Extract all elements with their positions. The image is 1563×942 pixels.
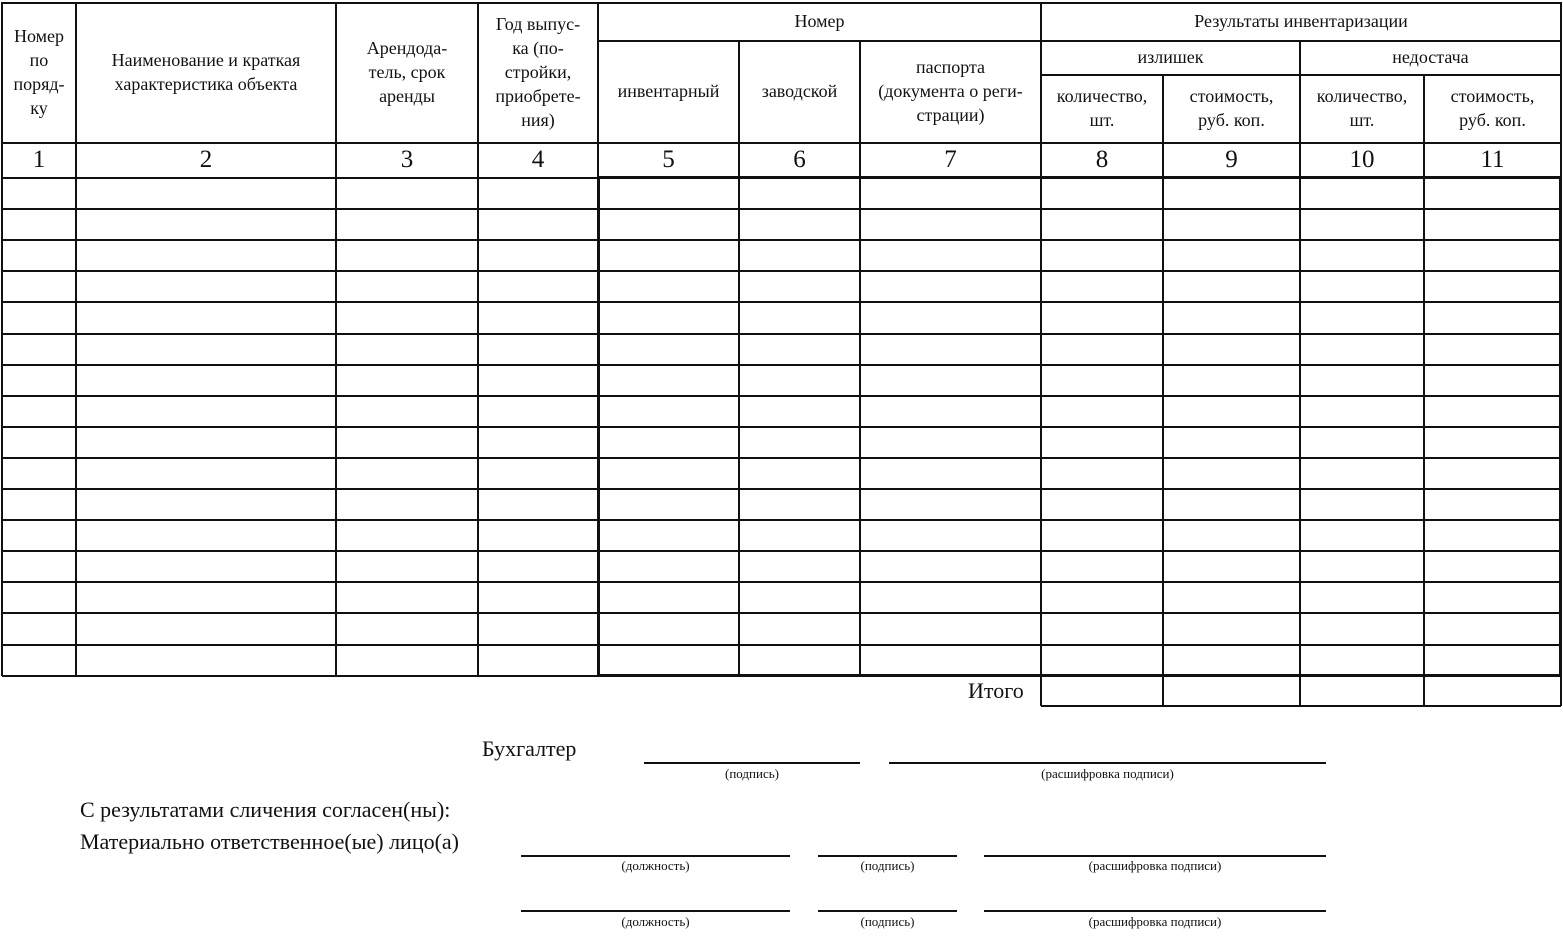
- table-cell[interactable]: [2, 302, 76, 333]
- accountant-decode-caption: (расшифровка подписи): [1041, 766, 1174, 781]
- header-surplus: излишек: [1137, 47, 1204, 67]
- table-cell[interactable]: [478, 178, 598, 209]
- table-cell[interactable]: [76, 551, 336, 582]
- table-cell[interactable]: [76, 240, 336, 271]
- table-cell[interactable]: [478, 396, 598, 427]
- header-row-number: [2, 2, 76, 142]
- table-cell[interactable]: [2, 427, 76, 458]
- responsible-1-position-caption: (должность): [621, 858, 690, 873]
- column-number: 5: [662, 146, 675, 173]
- header-year: [478, 2, 598, 142]
- table-cell[interactable]: [76, 582, 336, 613]
- table-cell[interactable]: [336, 209, 478, 240]
- accountant-label: Бухгалтер: [482, 736, 577, 761]
- table-cell[interactable]: [2, 271, 76, 302]
- total-cell-border: [1162, 676, 1164, 706]
- column-line: [1, 2, 3, 676]
- table-cell[interactable]: [478, 613, 598, 644]
- column-number: 2: [199, 146, 213, 173]
- table-cell[interactable]: [336, 613, 478, 644]
- total-cell[interactable]: [1041, 676, 1163, 706]
- bold-frame: [597, 176, 1562, 677]
- table-cell[interactable]: [336, 645, 478, 676]
- table-cell[interactable]: [76, 302, 336, 333]
- table-cell[interactable]: [76, 209, 336, 240]
- responsible-2-decode-caption: (расшифровка подписи): [1088, 914, 1222, 929]
- table-cell[interactable]: [478, 520, 598, 551]
- table-cell[interactable]: [2, 365, 76, 396]
- table-cell[interactable]: [478, 551, 598, 582]
- header-lessor-text: Арендода- тель, срок аренды: [366, 38, 448, 106]
- header-object-name: Наименование и краткая характеристика объекта: [111, 50, 301, 94]
- table-cell[interactable]: [478, 458, 598, 489]
- total-cell-border: [1423, 676, 1425, 706]
- table-cell[interactable]: [2, 458, 76, 489]
- responsible-2-position-caption: (должность): [621, 914, 690, 929]
- total-bottom-border: [1041, 705, 1561, 707]
- table-cell[interactable]: [336, 582, 478, 613]
- header-inventory-number: инвентарный: [617, 81, 720, 101]
- table-cell[interactable]: [336, 240, 478, 271]
- table-cell[interactable]: [336, 458, 478, 489]
- table-cell[interactable]: [76, 334, 336, 365]
- column-line: [335, 2, 337, 676]
- table-cell[interactable]: [2, 178, 76, 209]
- accountant-signature-line[interactable]: [644, 762, 860, 764]
- total-cell[interactable]: [1300, 676, 1424, 706]
- table-cell[interactable]: [2, 582, 76, 613]
- table-cell[interactable]: [2, 551, 76, 582]
- table-cell[interactable]: [76, 520, 336, 551]
- table-cell[interactable]: [478, 334, 598, 365]
- responsible-1-decode-line[interactable]: [984, 855, 1326, 857]
- table-cell[interactable]: [2, 613, 76, 644]
- column-line: [477, 2, 479, 676]
- table-cell[interactable]: [478, 302, 598, 333]
- table-cell[interactable]: [478, 240, 598, 271]
- table-cell[interactable]: [2, 489, 76, 520]
- table-cell[interactable]: [336, 302, 478, 333]
- table-cell[interactable]: [2, 334, 76, 365]
- header-surplus-cost: стоимость, руб. коп.: [1189, 86, 1274, 130]
- table-cell[interactable]: [2, 396, 76, 427]
- table-cell[interactable]: [336, 334, 478, 365]
- table-top-border: [2, 2, 1561, 4]
- column-number: 3: [400, 146, 414, 173]
- header-row-number-text: Номер по поряд- ку: [13, 26, 65, 118]
- responsible-1-signature-caption: (подпись): [860, 858, 915, 873]
- table-cell[interactable]: [2, 520, 76, 551]
- header-bottom-line: [2, 142, 1561, 144]
- header-year-text: Год выпус- ка (по- стройки, приобрете- ния): [495, 14, 581, 130]
- header-shortage-cost: стоимость, руб. коп.: [1450, 86, 1535, 130]
- table-cell[interactable]: [336, 271, 478, 302]
- responsible-1-decode-caption: (расшифровка подписи): [1088, 858, 1222, 873]
- table-cell[interactable]: [336, 365, 478, 396]
- header-passport: [860, 40, 1041, 142]
- header-subgroup-line: [598, 40, 1561, 42]
- table-cell[interactable]: [2, 240, 76, 271]
- header-shortage-quantity: количество, шт.: [1316, 86, 1408, 130]
- header-inventory-results: Результаты инвентаризации: [1194, 11, 1408, 31]
- accountant-decode-line[interactable]: [889, 762, 1326, 764]
- column-number: 4: [531, 146, 545, 173]
- header-factory-number: заводской: [761, 81, 838, 101]
- header-lessor: [336, 2, 478, 142]
- table-cell[interactable]: [76, 458, 336, 489]
- responsible-2-position-line[interactable]: [521, 910, 790, 912]
- column-line: [75, 2, 77, 676]
- responsible-1-signature-line[interactable]: [818, 855, 957, 857]
- column-number: 9: [1225, 146, 1238, 173]
- total-cell[interactable]: [1424, 676, 1561, 706]
- table-cell[interactable]: [76, 396, 336, 427]
- header-results-sub-line: [1041, 74, 1561, 76]
- responsible-2-signature-caption: (подпись): [860, 914, 915, 929]
- header-passport-text: паспорта (документа о реги- страции): [878, 57, 1023, 125]
- header-number-group: Номер: [794, 11, 845, 31]
- table-cell[interactable]: [336, 396, 478, 427]
- table-cell[interactable]: [76, 427, 336, 458]
- header-surplus-quantity: количество, шт.: [1056, 86, 1148, 130]
- column-number: 8: [1095, 146, 1109, 173]
- table-cell[interactable]: [336, 551, 478, 582]
- total-cell-border: [1040, 676, 1042, 706]
- responsible-label: Материально ответственное(ые) лицо(а): [80, 829, 460, 854]
- column-number: 11: [1480, 146, 1505, 173]
- table-cell[interactable]: [336, 178, 478, 209]
- column-number: 7: [944, 146, 957, 173]
- total-cell-border: [1560, 676, 1562, 706]
- responsible-2-signature-line[interactable]: [818, 910, 957, 912]
- table-cell[interactable]: [478, 365, 598, 396]
- agree-text: С результатами сличения согласен(ны):: [80, 797, 451, 822]
- column-number: 6: [793, 146, 806, 173]
- table-cell[interactable]: [76, 271, 336, 302]
- responsible-1-position-line[interactable]: [521, 855, 790, 857]
- total-cell-border: [1299, 676, 1301, 706]
- table-cell[interactable]: [336, 520, 478, 551]
- header-shortage: недостача: [1392, 47, 1469, 67]
- table-cell[interactable]: [2, 645, 76, 676]
- table-cell[interactable]: [76, 365, 336, 396]
- table-cell[interactable]: [478, 582, 598, 613]
- table-cell[interactable]: [76, 489, 336, 520]
- column-number: 10: [1349, 146, 1375, 173]
- table-cell[interactable]: [76, 178, 336, 209]
- column-number: 1: [32, 146, 46, 173]
- table-cell[interactable]: [76, 645, 336, 676]
- table-cell[interactable]: [2, 209, 76, 240]
- table-cell[interactable]: [478, 645, 598, 676]
- accountant-signature-caption: (подпись): [725, 766, 779, 781]
- total-label: Итого: [968, 678, 1024, 703]
- table-cell[interactable]: [478, 489, 598, 520]
- table-cell[interactable]: [336, 489, 478, 520]
- table-cell[interactable]: [478, 427, 598, 458]
- table-cell[interactable]: [76, 613, 336, 644]
- table-cell[interactable]: [336, 427, 478, 458]
- total-cell[interactable]: [1163, 676, 1300, 706]
- table-cell[interactable]: [478, 271, 598, 302]
- responsible-2-decode-line[interactable]: [984, 910, 1326, 912]
- table-cell[interactable]: [478, 209, 598, 240]
